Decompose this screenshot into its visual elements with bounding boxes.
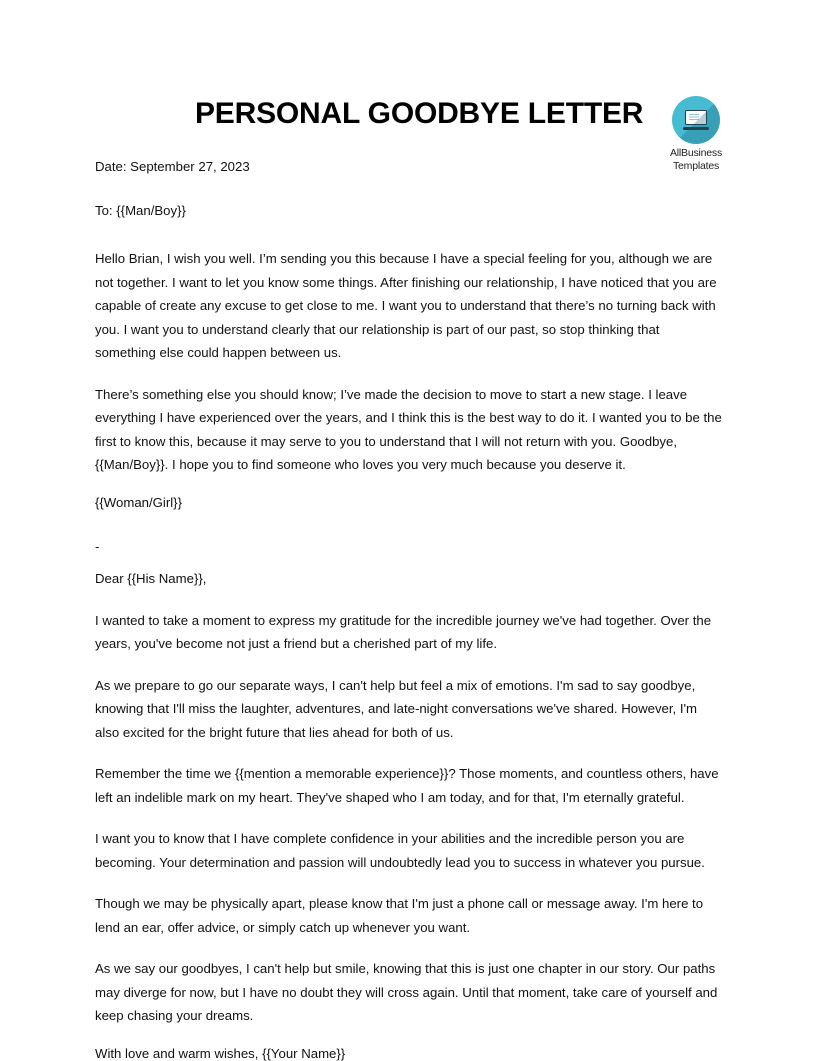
brand-name-line-1: AllBusiness xyxy=(669,147,723,159)
spacer xyxy=(95,809,723,827)
date-line: Date: September 27, 2023 xyxy=(95,159,250,174)
laptop-icon xyxy=(672,96,720,144)
paragraph-4: As we prepare to go our separate ways, I can't help but feel a mix of emotions. I'm sad to say goodbye, knowing that I'll miss the laughter, adventures, and late-night conversations we've shared. However, I'm also excited for the bright future that lies ahead for both of us. xyxy=(95,677,698,740)
signature-placeholder: {{Woman/Girl}} xyxy=(95,494,182,510)
paragraph-1: Hello Brian, I wish you well. I’m sending you this because I have a special feeling for you, although we are not together. I want to let you know some things. After finishing our relationship, I have noticed that you are capable of create any excuse to get close to me. I want you to understand that there’s no turning back with you. I want you to understand clearly that our relationship is part of our past, so stop thinking that something else could happen between us. xyxy=(95,251,717,360)
spacer xyxy=(95,218,723,247)
spacer xyxy=(95,1028,723,1046)
spacer xyxy=(95,656,723,674)
page-title: PERSONAL GOODBYE LETTER xyxy=(195,97,644,130)
spacer xyxy=(95,586,723,609)
paragraph-6: I want you to know that I have complete confidence in your abilities and the incredible person you are becoming. Your determination and passion will undoubtedly lead you to success in whatever you pursue. xyxy=(95,831,705,870)
spacer xyxy=(95,477,723,495)
spacer xyxy=(95,939,723,957)
spacer xyxy=(95,510,723,539)
paragraph-2: There’s something else you should know; I’ve made the decision to move to start a new stage. I leave everything I have experienced over the years, and I think this is the best way to do it. I wanted you to be the first to know this, because it may serve to you to understand that I will not return with you. Goodbye, {{Man/Boy}}. I hope you to find someone who loves you very much because you deserve it. xyxy=(95,386,722,472)
brand-name-line-2: Templates xyxy=(672,159,720,172)
paragraph-5: Remember the time we {{mention a memorable experience}}? Those moments, and countless others, have left an indelible mark on my heart. They've shaped who I am today, and for that, I'm eternally grateful. xyxy=(95,766,719,805)
spacer xyxy=(95,874,723,892)
paragraph-3: I wanted to take a moment to express my gratitude for the incredible journey we've had together. Over the years, you've become not just a friend but a cherished part of my life. xyxy=(95,612,712,651)
paragraph-8: As we say our goodbyes, I can't help but smile, knowing that this is just one chapter in our story. Our paths may diverge for now, but I have no doubt they will cross again. Until that moment, take care of yourself and keep chasing your dreams. xyxy=(95,961,718,1023)
document-body xyxy=(95,159,723,1061)
spacer xyxy=(95,744,723,762)
spacer xyxy=(95,554,723,571)
closing-line: With love and warm wishes, {{Your Name}} xyxy=(95,1045,346,1061)
spacer xyxy=(95,174,723,203)
paragraph-7: Though we may be physically apart, please know that I'm just a phone call or message away. I'm here to lend an ear, offer advice, or simply catch up whenever you want. xyxy=(95,896,704,935)
logo-shadow xyxy=(672,96,720,144)
separator-line: - xyxy=(95,538,100,554)
salutation-line: Dear {{His Name}}, xyxy=(95,570,207,586)
spacer xyxy=(95,365,723,383)
recipient-line: To: {{Man/Boy}} xyxy=(95,203,186,218)
